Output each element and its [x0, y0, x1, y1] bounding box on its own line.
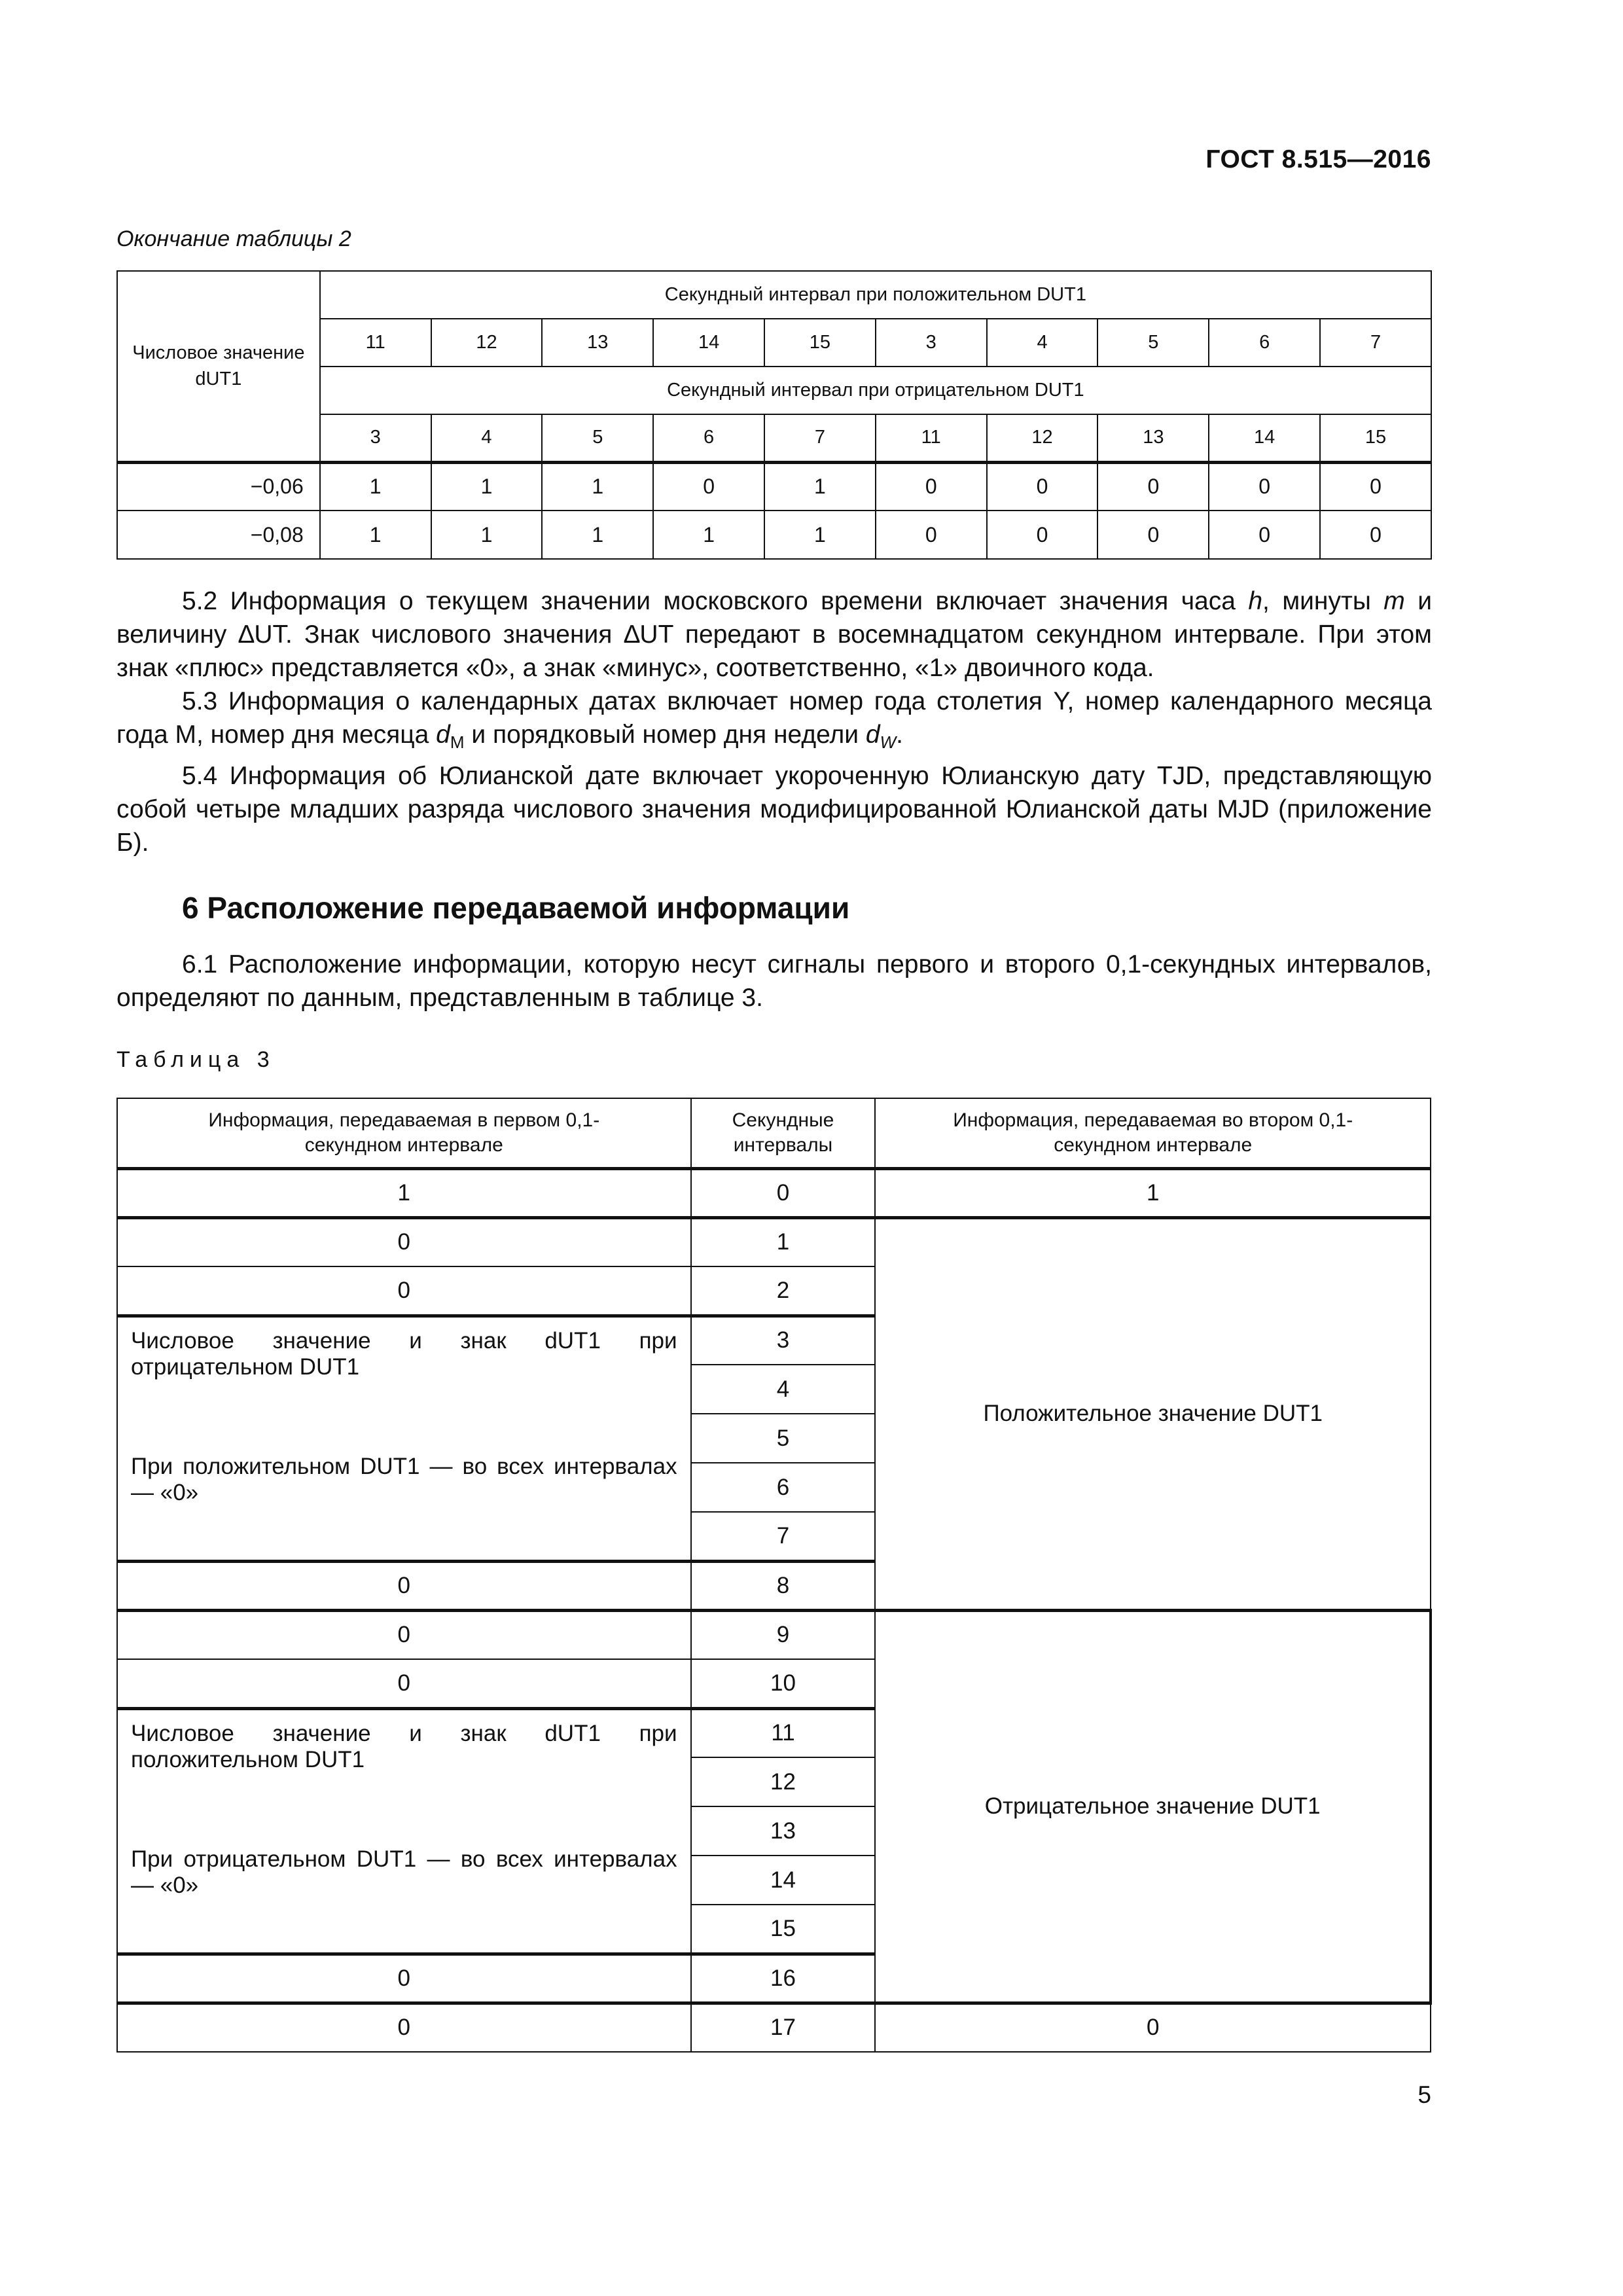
text-span: 5.2 Информация о текущем значении московского времени включает значения часа [182, 587, 1249, 615]
paragraph-5-2 [116, 584, 1432, 685]
table2-pos-interval: 3 [876, 319, 987, 367]
table3-cell: 6 [691, 1463, 876, 1512]
table3-block1-text-a: Числовое значение и знак dUT1 при отрицательном DUT1 [131, 1327, 677, 1380]
text-span: , минуты [1262, 587, 1384, 615]
table3-cell: 0 [117, 1610, 691, 1659]
table3-cell: 16 [691, 1954, 876, 2003]
table3-cell: 9 [691, 1610, 876, 1659]
table2-pos-interval: 6 [1209, 319, 1320, 367]
text-span: 5.3 Информация о календарных датах включает номер года столетия Y, номер календарного месяца года M, номер дня месяца [116, 687, 1432, 749]
table-row [117, 2003, 1431, 2052]
table2-pos-interval: 11 [320, 319, 431, 367]
body-paragraphs [116, 584, 1432, 859]
table-row [117, 1217, 1431, 1266]
table2-cell: 0 [876, 462, 987, 511]
table2-neg-interval: 5 [542, 414, 653, 462]
table2-cell: 1 [320, 462, 431, 511]
table2-row-header: Числовое значение dUT1 [117, 271, 320, 462]
text-span: и порядковый номер дня недели [464, 721, 866, 749]
table2-positive-header: Секундный интервал при положительном DUT1 [320, 271, 1431, 319]
table3-positive-label: Положительное значение DUT1 [875, 1217, 1431, 1610]
table3-cell: 0 [117, 2003, 691, 2052]
variable-m: m [1383, 587, 1405, 615]
table2-cell: 1 [542, 462, 653, 511]
table3-cell: 1 [117, 1168, 691, 1217]
table3-cell: 7 [691, 1512, 876, 1561]
page-number: 5 [1418, 2081, 1431, 2108]
table3-block1-text-b: При положительном DUT1 — во всех интервалах — «0» [131, 1453, 677, 1505]
subscript-m: M [450, 732, 465, 752]
variable-h: h [1248, 587, 1263, 615]
table3-cell: 0 [691, 1168, 876, 1217]
spacer [131, 1773, 677, 1846]
table2-cell: 1 [542, 511, 653, 559]
table3-col3-header: Информация, передаваемая во втором 0,1-секундном интервале [875, 1098, 1431, 1168]
table3-block2-text-a: Числовое значение и знак dUT1 при положительном DUT1 [131, 1720, 677, 1772]
text-span: . [896, 721, 903, 749]
table3-cell: 13 [691, 1806, 876, 1856]
table3-block2-text-b: При отрицательном DUT1 — во всех интервалах — «0» [131, 1846, 677, 1898]
table2-continuation-caption: Окончание таблицы 2 [116, 226, 351, 251]
table2-neg-interval: 14 [1209, 414, 1320, 462]
table3-cell: 0 [117, 1217, 691, 1266]
table3-cell: 2 [691, 1266, 876, 1316]
table2-cell: 1 [431, 462, 543, 511]
table2-neg-interval: 15 [1320, 414, 1431, 462]
paragraph-6-1: 6.1 Расположение информации, которую несут сигналы первого и второго 0,1-секундных интервалов, определяют по данным, представленным в таблице 3. [116, 950, 1432, 1012]
table2-neg-interval: 12 [987, 414, 1098, 462]
table2-neg-interval: 7 [764, 414, 876, 462]
table3-cell: 15 [691, 1905, 876, 1954]
table-row [117, 511, 1431, 559]
table2-pos-interval: 14 [653, 319, 764, 367]
table3-caption: Таблица 3 [116, 1047, 276, 1072]
table3-block2-text [117, 1708, 691, 1954]
table2-row-label: −0,08 [117, 511, 320, 559]
table3-cell: 1 [691, 1217, 876, 1266]
table3-cell: 0 [117, 1266, 691, 1316]
table2-row-label: −0,06 [117, 462, 320, 511]
document-id-header: ГОСТ 8.515—2016 [1205, 145, 1431, 173]
table2-cell: 0 [987, 462, 1098, 511]
table3-cell: 8 [691, 1561, 876, 1610]
table2-cell: 0 [987, 511, 1098, 559]
table2-neg-interval: 13 [1097, 414, 1209, 462]
variable-d: d [865, 721, 880, 749]
table3-cell: 0 [117, 1659, 691, 1708]
table2-pos-interval: 5 [1097, 319, 1209, 367]
table2-cell: 0 [1320, 511, 1431, 559]
table-row [117, 462, 1431, 511]
paragraph-5-3 [116, 685, 1432, 759]
table-row [117, 1168, 1431, 1217]
table2-cell: 1 [764, 462, 876, 511]
table2-cell: 1 [320, 511, 431, 559]
table2-pos-interval: 12 [431, 319, 543, 367]
paragraph-5-4: 5.4 Информация об Юлианской дате включает укороченную Юлианскую дату TJD, представляющую собой четыре младших разряда числового значения модифицированной Юлианской даты MJD (приложение Б). [116, 762, 1432, 857]
variable-d: d [436, 721, 450, 749]
table-row [117, 1610, 1431, 1659]
table2-pos-interval: 4 [987, 319, 1098, 367]
table-2 [116, 270, 1432, 560]
subscript-w: W [880, 732, 897, 752]
table2-cell: 0 [876, 511, 987, 559]
table3-col1-header: Информация, передаваемая в первом 0,1-секундном интервале [117, 1098, 691, 1168]
table2-cell: 0 [653, 462, 764, 511]
table2-pos-interval: 15 [764, 319, 876, 367]
table3-cell: 3 [691, 1316, 876, 1365]
table3-cell: 0 [117, 1954, 691, 2003]
table2-cell: 0 [1097, 462, 1209, 511]
table3-cell: 17 [691, 2003, 876, 2052]
table3-negative-label: Отрицательное значение DUT1 [875, 1610, 1431, 2003]
table3-cell: 5 [691, 1414, 876, 1463]
table2-neg-interval: 6 [653, 414, 764, 462]
table-3 [116, 1098, 1432, 2053]
table2-neg-interval: 3 [320, 414, 431, 462]
table2-neg-interval: 4 [431, 414, 543, 462]
table3-cell: 0 [875, 2003, 1431, 2052]
table3-cell: 1 [875, 1168, 1431, 1217]
spacer [131, 1380, 677, 1454]
table2-cell: 1 [653, 511, 764, 559]
table3-cell: 12 [691, 1757, 876, 1806]
table2-neg-interval: 11 [876, 414, 987, 462]
table3-cell: 11 [691, 1708, 876, 1757]
section-6-title: 6 Расположение передаваемой информации [182, 891, 850, 925]
table3-block1-text [117, 1316, 691, 1561]
table3-cell: 0 [117, 1561, 691, 1610]
table2-pos-interval: 7 [1320, 319, 1431, 367]
table2-cell: 0 [1209, 462, 1320, 511]
table2-cell: 0 [1097, 511, 1209, 559]
table3-cell: 10 [691, 1659, 876, 1708]
table2-cell: 1 [764, 511, 876, 559]
table3-cell: 14 [691, 1856, 876, 1905]
table2-cell: 0 [1209, 511, 1320, 559]
paragraph-6-1-block [116, 948, 1432, 1014]
table2-cell: 1 [431, 511, 543, 559]
table2-cell: 0 [1320, 462, 1431, 511]
table2-pos-interval: 13 [542, 319, 653, 367]
text-span: и величину ∆UT. Знак числового значения ∆UT передают в восемнадцатом секундном интервале. При этом знак «плюс» представляется «0», а знак «минус», соответственно, «1» двоичного кода. [116, 587, 1432, 682]
table2-negative-header: Секундный интервал при отрицательном DUT1 [320, 367, 1431, 414]
table3-cell: 4 [691, 1365, 876, 1414]
table3-col2-header: Секундные интервалы [691, 1098, 876, 1168]
